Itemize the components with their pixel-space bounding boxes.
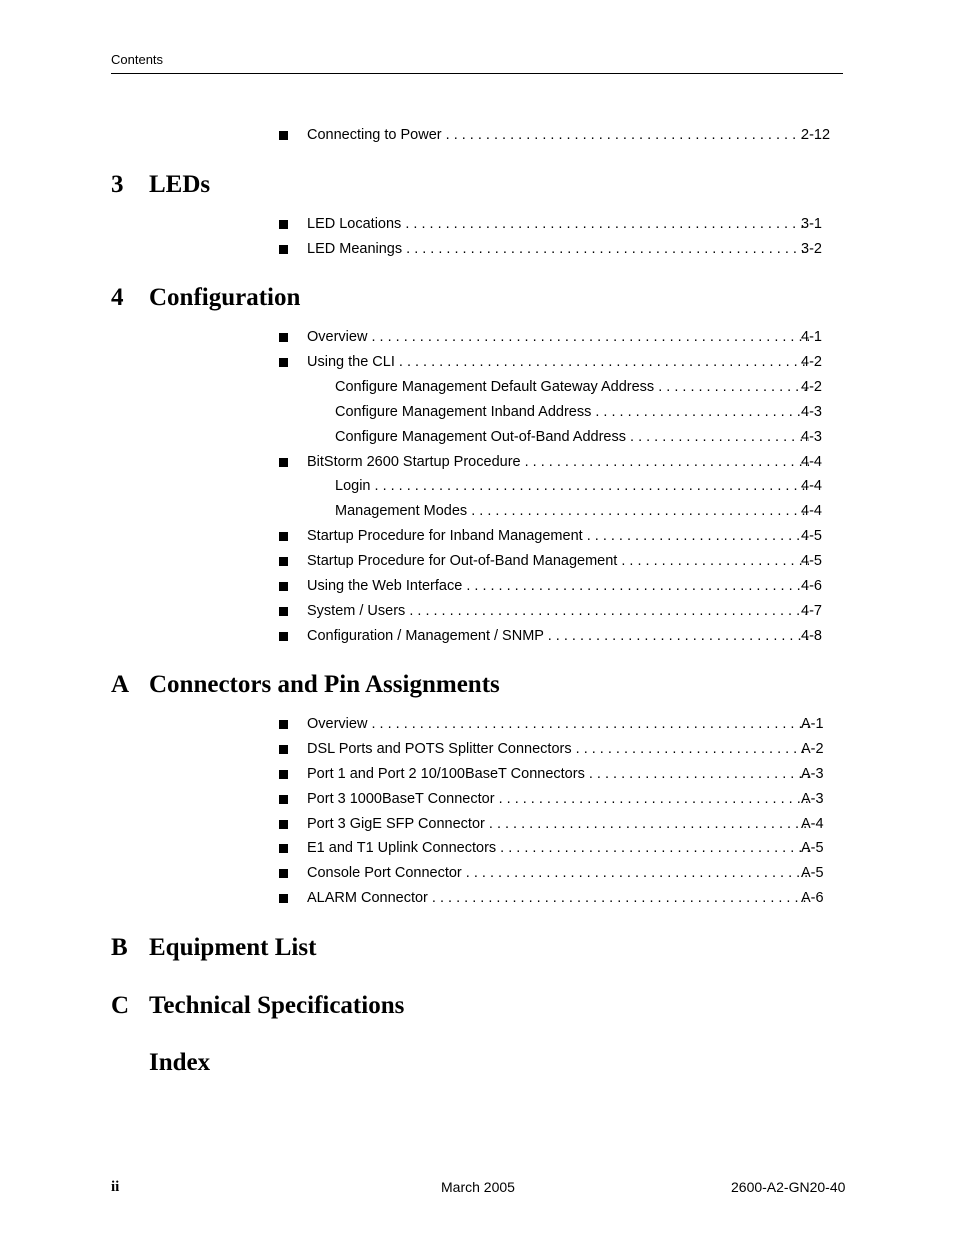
square-bullet-icon (279, 869, 288, 878)
toc-entry-label: Configure Management Inband Address . . . (335, 402, 809, 422)
toc-entry[interactable] (279, 327, 839, 347)
toc-entry[interactable] (279, 601, 839, 621)
toc-entry[interactable] (279, 526, 839, 546)
square-bullet-icon (279, 358, 288, 367)
toc-entry[interactable] (279, 626, 839, 646)
toc-entry-label: Configure Management Out-of-Band Address . . . (335, 427, 809, 447)
toc-subentry[interactable] (279, 402, 839, 422)
toc-entry[interactable] (279, 739, 839, 759)
square-bullet-icon (279, 894, 288, 903)
toc-entry[interactable] (279, 764, 839, 784)
chapter-title: Equipment List (149, 934, 317, 961)
square-bullet-icon (279, 220, 288, 229)
toc-entry-page: 4-2 (801, 379, 822, 395)
toc-entry[interactable] (279, 576, 839, 596)
chapter-title: LEDs (149, 171, 211, 198)
toc-entry-page: A-4 (801, 816, 824, 832)
chapter-title: Connectors and Pin Assignments (149, 671, 500, 698)
toc-entry[interactable] (279, 863, 839, 883)
toc-entry[interactable] (279, 888, 839, 908)
toc-entry-page: A-5 (801, 865, 824, 881)
toc-entry-label: E1 and T1 Uplink Connectors . . . (307, 838, 809, 858)
toc-entry-label: System / Users . . . (307, 601, 809, 621)
toc-entry-label: Login . . . (335, 476, 809, 496)
toc-entry[interactable] (279, 352, 839, 372)
square-bullet-icon (279, 795, 288, 804)
toc-entry-label: Startup Procedure for Inband Management . . . (307, 526, 809, 546)
square-bullet-icon (279, 557, 288, 566)
toc-entry[interactable] (279, 452, 839, 472)
toc-entry-label: Connecting to Power . . . (307, 125, 809, 145)
toc-entry[interactable] (279, 125, 839, 145)
toc-entry-page: 4-7 (801, 603, 822, 619)
toc-entry-label: ALARM Connector . . . (307, 888, 809, 908)
header-rule (111, 73, 843, 74)
toc-entry-label: LED Meanings . . . (307, 239, 809, 259)
toc-entry-label: LED Locations . . . (307, 214, 809, 234)
toc-entry-page: 4-3 (801, 429, 822, 445)
toc-entry[interactable] (279, 789, 839, 809)
square-bullet-icon (279, 458, 288, 467)
toc-subentry[interactable] (279, 476, 839, 496)
toc-entry-label: Overview . . . (307, 327, 809, 347)
toc-entry-page: 3-2 (801, 241, 822, 257)
toc-entry-label: Port 3 1000BaseT Connector . . . (307, 789, 809, 809)
square-bullet-icon (279, 770, 288, 779)
square-bullet-icon (279, 333, 288, 342)
toc-entry[interactable] (279, 214, 839, 234)
toc-entry-page: 4-5 (801, 528, 822, 544)
toc-entry-page: 2-12 (801, 127, 831, 143)
toc-entry-page: A-3 (801, 766, 824, 782)
toc-subentry[interactable] (279, 377, 839, 397)
square-bullet-icon (279, 607, 288, 616)
toc-entry-page: 4-4 (801, 478, 822, 494)
chapter-number: 3 (111, 171, 124, 198)
toc-entry-page: 4-4 (801, 454, 822, 470)
toc-entry-page: 4-2 (801, 354, 822, 370)
toc-entry-label: Console Port Connector . . . (307, 863, 809, 883)
chapter-number: 4 (111, 284, 124, 311)
toc-entry-page: A-2 (801, 741, 824, 757)
toc-entry-label: Using the CLI . . . (307, 352, 809, 372)
chapter-title: Index (149, 1049, 211, 1076)
square-bullet-icon (279, 720, 288, 729)
chapter-title: Configuration (149, 284, 301, 311)
square-bullet-icon (279, 632, 288, 641)
toc-entry-label: BitStorm 2600 Startup Procedure . . . (307, 452, 809, 472)
toc-entry-page: 4-4 (801, 503, 822, 519)
toc-entry[interactable] (279, 814, 839, 834)
toc-entry-page: 4-5 (801, 553, 822, 569)
toc-entry-page: 3-1 (801, 216, 822, 232)
toc-entry[interactable] (279, 551, 839, 571)
page-number: ii (111, 1179, 120, 1195)
toc-entry-label: Port 1 and Port 2 10/100BaseT Connectors . . . (307, 764, 809, 784)
toc-entry-label: Configure Management Default Gateway Address . . . (335, 377, 809, 397)
toc-entry-page: 4-3 (801, 404, 822, 420)
footer-date: March 2005 (441, 1179, 515, 1195)
chapter-title: Technical Specifications (149, 992, 405, 1019)
square-bullet-icon (279, 820, 288, 829)
document-number: 2600-A2-GN20-40 (731, 1179, 846, 1195)
toc-entry-page: A-6 (801, 890, 824, 906)
toc-entry-label: Configuration / Management / SNMP . . . (307, 626, 809, 646)
chapter-number: C (111, 992, 130, 1019)
toc-entry[interactable] (279, 714, 839, 734)
square-bullet-icon (279, 532, 288, 541)
toc-entry-page: 4-1 (801, 329, 822, 345)
chapter-number: A (111, 671, 130, 698)
chapter-number: B (111, 934, 128, 961)
toc-entry-label: Port 3 GigE SFP Connector . . . (307, 814, 809, 834)
toc-entry[interactable] (279, 239, 839, 259)
toc-entry-label: DSL Ports and POTS Splitter Connectors . . . (307, 739, 809, 759)
toc-entry-page: A-3 (801, 791, 824, 807)
toc-entry[interactable] (279, 838, 839, 858)
toc-entry-page: A-1 (801, 716, 824, 732)
square-bullet-icon (279, 745, 288, 754)
toc-entry-label: Management Modes . . . (335, 501, 809, 521)
square-bullet-icon (279, 582, 288, 591)
square-bullet-icon (279, 245, 288, 254)
toc-entry-label: Using the Web Interface . . . (307, 576, 809, 596)
toc-entry-page: 4-6 (801, 578, 822, 594)
square-bullet-icon (279, 844, 288, 853)
square-bullet-icon (279, 131, 288, 140)
toc-subentry[interactable] (279, 501, 839, 521)
running-header: Contents (111, 52, 164, 67)
toc-entry-label: Startup Procedure for Out-of-Band Management . . . (307, 551, 809, 571)
toc-subentry[interactable] (279, 427, 839, 447)
toc-entry-label: Overview . . . (307, 714, 809, 734)
toc-entry-page: 4-8 (801, 628, 822, 644)
toc-entry-page: A-5 (801, 840, 824, 856)
